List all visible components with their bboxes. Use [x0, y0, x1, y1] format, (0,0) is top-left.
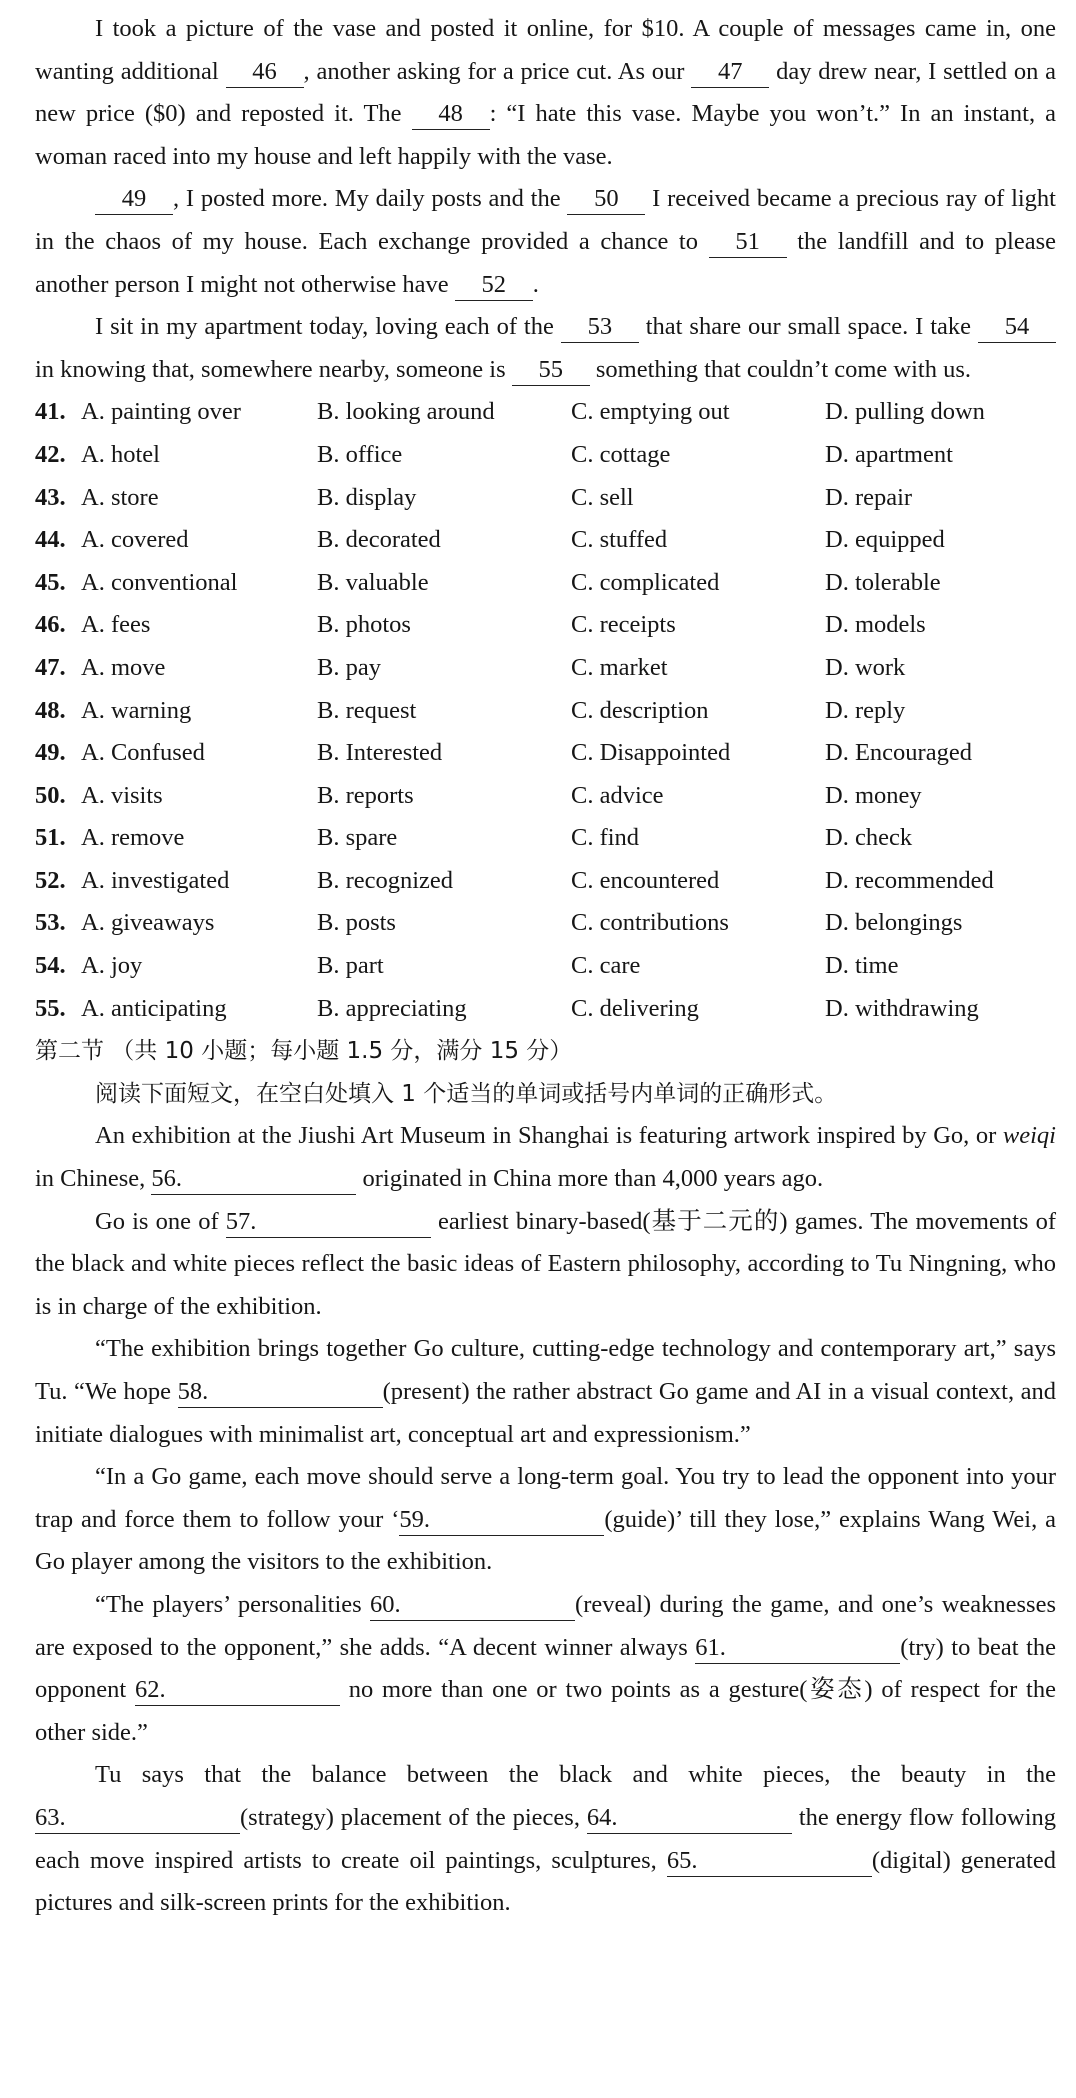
text-run: : “I hate this vase. Maybe you won’t.” In an instant, a woman raced into my house and left happily with the vase. — [35, 100, 1057, 170]
blank-46: 46 — [226, 57, 304, 88]
fill-blank-62: 62. — [135, 1675, 340, 1706]
text-run: Go is one of — [95, 1207, 226, 1235]
text-run: no more than one or two points as a gesture(姿态) of respect for the other side.” — [35, 1676, 1056, 1746]
blank-53: 53 — [561, 312, 639, 343]
option-d: D. check — [825, 824, 913, 852]
option-d: D. withdrawing — [825, 994, 979, 1022]
option-d: D. work — [825, 653, 906, 681]
option-row — [35, 902, 1056, 945]
options-table — [35, 391, 1056, 1030]
text-run: Tu says that the balance between the black and white pieces, the beauty in the — [95, 1761, 1056, 1789]
option-row — [35, 690, 1056, 733]
grammar-paragraph — [35, 1115, 1056, 1200]
question-number: 44. — [35, 526, 66, 554]
option-d: D. repair — [825, 483, 913, 511]
option-row — [35, 519, 1056, 562]
grammar-fill-passage — [35, 1115, 1056, 1924]
fill-blank-61: 61. — [695, 1633, 900, 1664]
option-row — [35, 391, 1056, 434]
question-number: 54. — [35, 952, 66, 980]
text-run: the landfill and to please another person I might not otherwise have — [35, 227, 1057, 298]
blank-52: 52 — [455, 270, 533, 301]
question-number: 48. — [35, 696, 66, 724]
question-number: 52. — [35, 866, 66, 894]
text-run: “The players’ personalities — [95, 1590, 371, 1618]
text-run: (present) the rather abstract Go game and AI in a visual context, and initiate dialogues with minimalist art, conceptual art and expressionism.” — [35, 1378, 1056, 1448]
option-d: D. money — [825, 781, 922, 809]
option-a: A. conventional — [81, 568, 238, 596]
option-a: A. joy — [81, 952, 143, 980]
option-a: A. hotel — [81, 440, 160, 468]
option-row — [35, 817, 1056, 860]
option-b: B. posts — [317, 909, 396, 937]
option-d: D. equipped — [825, 526, 945, 554]
fill-blank-56: 56. — [151, 1164, 356, 1195]
text-run: (reveal) during the game, and one’s weaknesses are exposed to the opponent,” she adds. “A decent winner always — [35, 1590, 1056, 1661]
option-d: D. reply — [825, 696, 906, 724]
section-instruction: 阅读下面短文，在空白处填入 1 个适当的单词或括号内单词的正确形式。 — [95, 1080, 838, 1107]
option-b: B. valuable — [317, 568, 429, 596]
fill-blank-63: 63. — [35, 1803, 240, 1834]
option-d: D. time — [825, 952, 899, 980]
option-b: B. appreciating — [317, 994, 467, 1022]
option-b: B. looking around — [317, 398, 495, 426]
question-number: 53. — [35, 909, 66, 937]
option-a: A. investigated — [81, 866, 230, 894]
fill-blank-57: 57. — [226, 1207, 431, 1238]
option-d: D. tolerable — [825, 568, 941, 596]
text-run: in knowing that, somewhere nearby, someone is — [35, 355, 512, 383]
question-number: 55. — [35, 994, 66, 1022]
cloze-paragraph — [35, 0, 1056, 178]
option-c: C. complicated — [571, 568, 720, 596]
option-c: C. sell — [571, 483, 634, 511]
grammar-paragraph — [35, 1328, 1056, 1456]
option-c: C. delivering — [571, 994, 699, 1022]
option-b: B. spare — [317, 824, 398, 852]
option-d: D. belongings — [825, 909, 963, 937]
text-run: day drew near, I settled on a new price ($0) and reposted it. The — [35, 57, 1056, 128]
text-run: I received became a precious ray of light in the chaos of my house. Each exchange provided a chance to — [35, 185, 1056, 255]
blank-47: 47 — [691, 57, 769, 88]
emphasis-text: weiqi — [1002, 1122, 1056, 1150]
option-c: C. contributions — [571, 909, 729, 937]
text-run: , another asking for a price cut. As our — [303, 57, 692, 85]
option-c: C. emptying out — [571, 398, 730, 426]
option-c: C. advice — [571, 781, 664, 809]
option-row — [35, 647, 1056, 690]
question-number: 42. — [35, 440, 66, 468]
text-run: in Chinese, — [35, 1165, 152, 1193]
cloze-paragraph — [35, 306, 1056, 391]
text-run: An exhibition at the Jiushi Art Museum in Shanghai is featuring artwork inspired by Go, or — [95, 1122, 1003, 1150]
blank-50: 50 — [567, 184, 645, 215]
option-b: B. reports — [317, 781, 414, 809]
option-d: D. recommended — [825, 866, 994, 894]
blank-49: 49 — [95, 184, 173, 215]
option-b: B. office — [317, 440, 403, 468]
option-b: B. display — [317, 483, 417, 511]
option-a: A. move — [81, 653, 166, 681]
question-number: 50. — [35, 781, 66, 809]
option-row — [35, 732, 1056, 775]
text-run: I took a picture of the vase and posted it online, for $10. A couple of messages came in, one wanting additional — [35, 15, 1056, 85]
option-c: C. encountered — [571, 866, 720, 894]
text-run: the energy flow following each move inspired artists to create oil paintings, sculptures, — [35, 1803, 1056, 1874]
fill-blank-58: 58. — [178, 1377, 383, 1408]
option-a: A. visits — [81, 781, 163, 809]
question-number: 41. — [35, 398, 66, 426]
cloze-passage — [35, 0, 1056, 391]
text-run: I sit in my apartment today, loving each of the — [95, 313, 561, 341]
question-number: 46. — [35, 611, 66, 639]
question-number: 43. — [35, 483, 66, 511]
grammar-paragraph — [35, 1456, 1056, 1584]
text-run: . — [532, 270, 539, 298]
question-number: 47. — [35, 653, 66, 681]
text-run: “The exhibition brings together Go culture, cutting-edge technology and contemporary art,” says Tu. “We hope — [35, 1335, 1056, 1405]
option-b: B. pay — [317, 653, 381, 681]
text-run: that share our small space. I take — [638, 313, 978, 341]
option-a: A. remove — [81, 824, 185, 852]
option-d: D. Encouraged — [825, 739, 972, 767]
option-d: D. models — [825, 611, 926, 639]
section-title: 第二节 （共 10 小题；每小题 1.5 分，满分 15 分） — [35, 1038, 573, 1065]
option-row — [35, 860, 1056, 903]
option-row — [35, 477, 1056, 520]
grammar-paragraph — [35, 1584, 1056, 1754]
option-a: A. giveaways — [81, 909, 215, 937]
option-d: D. apartment — [825, 440, 953, 468]
option-a: A. fees — [81, 611, 151, 639]
grammar-paragraph — [35, 1754, 1056, 1924]
option-b: B. request — [317, 696, 417, 724]
blank-51: 51 — [709, 227, 787, 258]
option-row — [35, 434, 1056, 477]
option-b: B. part — [317, 952, 384, 980]
option-row — [35, 604, 1056, 647]
option-a: A. covered — [81, 526, 189, 554]
fill-blank-60: 60. — [370, 1590, 575, 1621]
text-run: , I posted more. My daily posts and the — [173, 185, 568, 213]
question-number: 49. — [35, 739, 66, 767]
option-a: A. Confused — [81, 739, 205, 767]
option-a: A. warning — [81, 696, 192, 724]
option-c: C. Disappointed — [571, 739, 731, 767]
option-a: A. painting over — [81, 398, 241, 426]
text-run: earliest binary-based(基于二元的) games. The movements of the black and white pieces reflect the basic ideas of Eastern philosophy, according to Tu Ningning, who is in charge of the exhibition. — [35, 1207, 1057, 1320]
option-c: C. find — [571, 824, 640, 852]
question-number: 51. — [35, 824, 66, 852]
grammar-paragraph — [35, 1201, 1056, 1329]
option-b: B. photos — [317, 611, 411, 639]
blank-55: 55 — [512, 355, 590, 386]
option-a: A. store — [81, 483, 159, 511]
text-run: something that couldn’t come with us. — [589, 355, 972, 383]
option-row — [35, 562, 1056, 605]
text-run: “In a Go game, each move should serve a long-term goal. You try to lead the opponent into your trap and force them to follow your ‘ — [35, 1463, 1056, 1533]
question-number: 45. — [35, 568, 66, 596]
option-b: B. Interested — [317, 739, 443, 767]
cloze-paragraph — [35, 178, 1056, 306]
text-run: (try) to beat the opponent — [35, 1633, 1056, 1704]
option-c: C. stuffed — [571, 526, 668, 554]
option-c: C. market — [571, 653, 668, 681]
text-run: (guide)’ till they lose,” explains Wang Wei, a Go player among the visitors to the exhibition. — [35, 1505, 1056, 1576]
blank-54: 54 — [978, 312, 1056, 343]
option-row — [35, 775, 1056, 818]
option-a: A. anticipating — [81, 994, 227, 1022]
fill-blank-65: 65. — [667, 1846, 872, 1877]
text-run: originated in China more than 4,000 years ago. — [356, 1165, 824, 1193]
option-d: D. pulling down — [825, 398, 985, 426]
fill-blank-59: 59. — [399, 1505, 604, 1536]
option-b: B. decorated — [317, 526, 441, 554]
option-row — [35, 945, 1056, 988]
text-run: (digital) generated pictures and silk-screen prints for the exhibition. — [35, 1846, 1056, 1917]
option-c: C. cottage — [571, 440, 671, 468]
option-c: C. description — [571, 696, 709, 724]
option-c: C. care — [571, 952, 641, 980]
option-row — [35, 988, 1056, 1031]
option-b: B. recognized — [317, 866, 454, 894]
option-c: C. receipts — [571, 611, 676, 639]
fill-blank-64: 64. — [587, 1803, 792, 1834]
text-run: (strategy) placement of the pieces, — [240, 1803, 587, 1831]
blank-48: 48 — [412, 99, 490, 130]
